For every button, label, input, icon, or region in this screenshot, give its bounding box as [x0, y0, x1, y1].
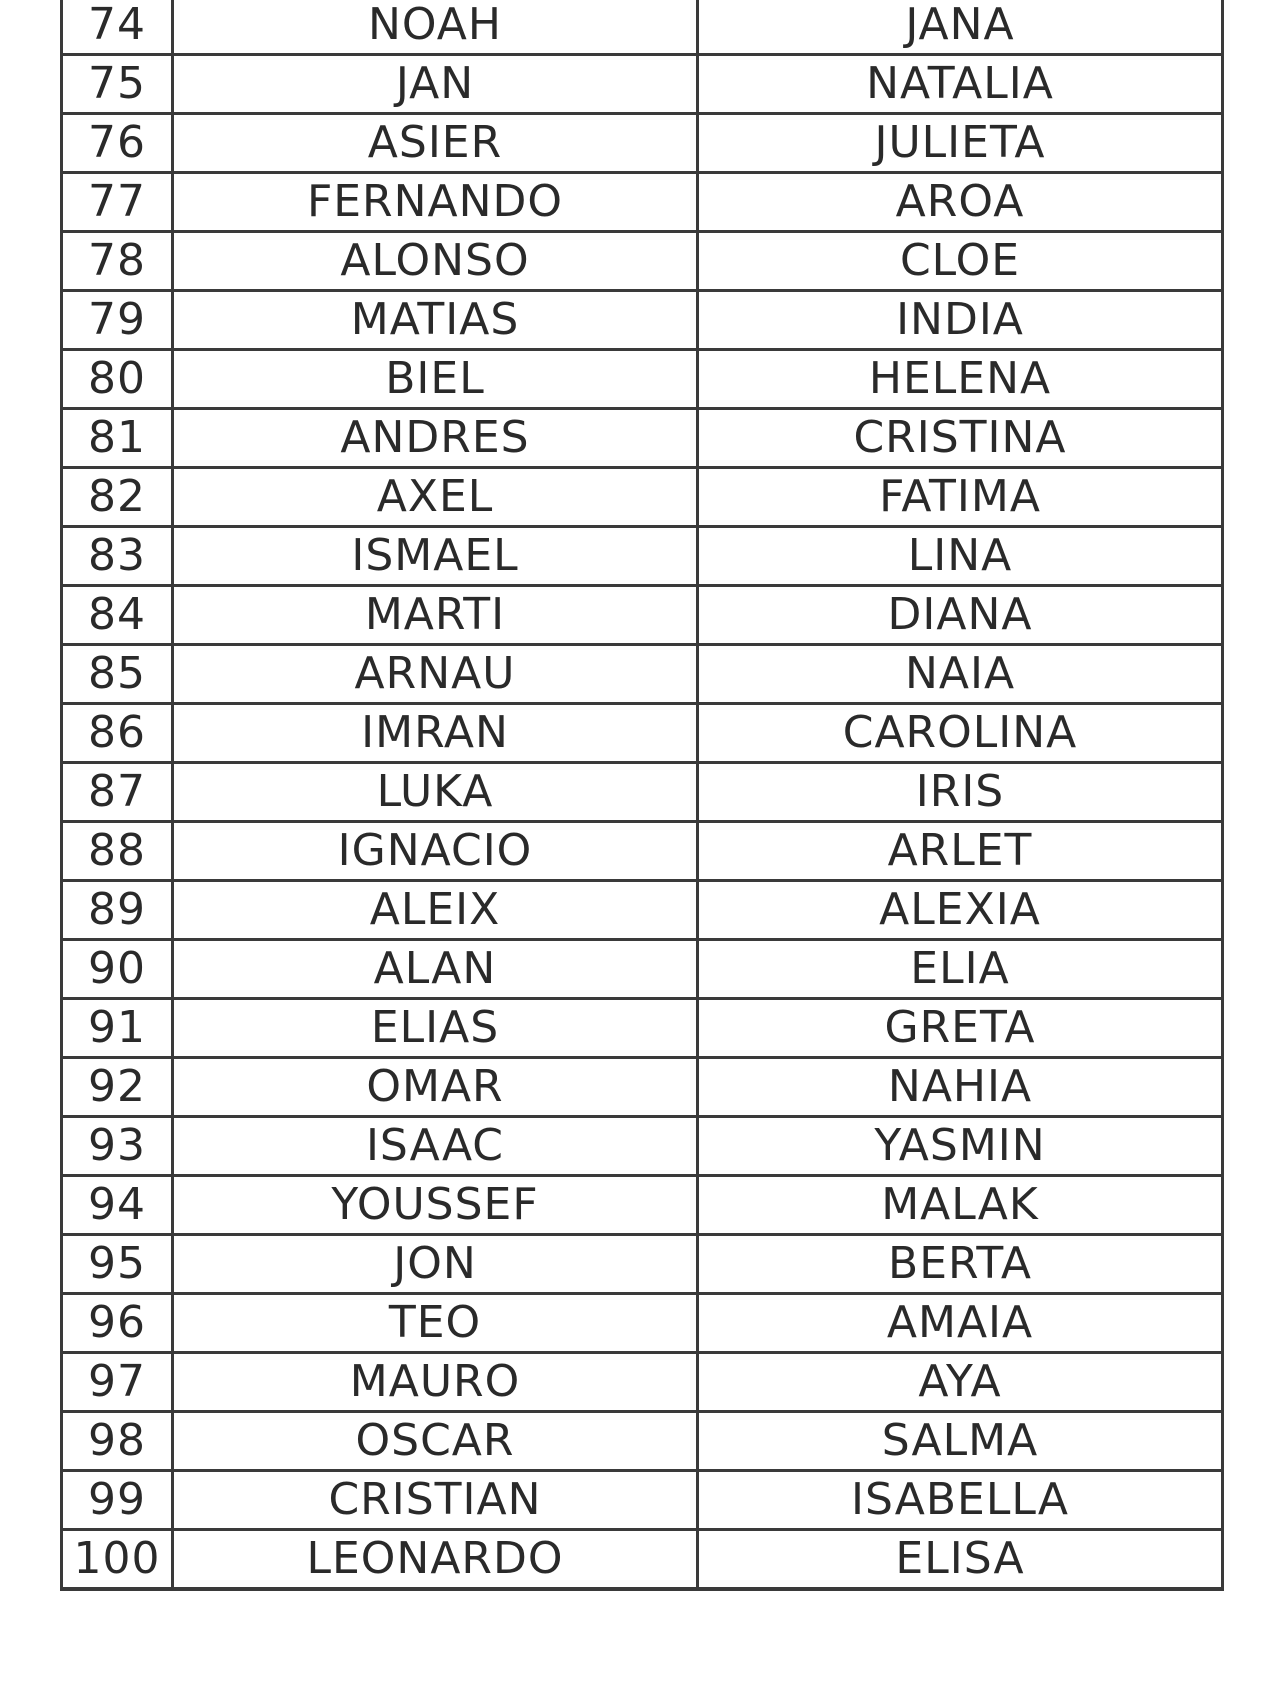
rank-cell: 90 — [62, 940, 173, 999]
girl-name-cell: SALMA — [698, 1412, 1223, 1471]
rank-cell: 78 — [62, 232, 173, 291]
rank-cell: 79 — [62, 291, 173, 350]
boy-name-cell: IGNACIO — [173, 822, 698, 881]
boy-name-cell: BIEL — [173, 350, 698, 409]
boy-name-cell: MAURO — [173, 1353, 698, 1412]
boy-name-cell: IMRAN — [173, 704, 698, 763]
girl-name-cell: IRIS — [698, 763, 1223, 822]
rank-cell: 99 — [62, 1471, 173, 1530]
table-row — [62, 1412, 1223, 1471]
rank-cell: 80 — [62, 350, 173, 409]
table-row — [62, 291, 1223, 350]
girl-name-cell: AROA — [698, 173, 1223, 232]
boy-name-cell: MARTI — [173, 586, 698, 645]
names-table — [60, 0, 1224, 1591]
girl-name-cell: ARLET — [698, 822, 1223, 881]
rank-cell: 83 — [62, 527, 173, 586]
boy-name-cell: LUKA — [173, 763, 698, 822]
names-table-body — [62, 0, 1223, 1589]
girl-name-cell: NAHIA — [698, 1058, 1223, 1117]
table-row — [62, 940, 1223, 999]
table-row — [62, 1530, 1223, 1590]
girl-name-cell: ALEXIA — [698, 881, 1223, 940]
rank-cell: 74 — [62, 0, 173, 55]
table-row — [62, 822, 1223, 881]
table-row — [62, 763, 1223, 822]
girl-name-cell: ISABELLA — [698, 1471, 1223, 1530]
boy-name-cell: TEO — [173, 1294, 698, 1353]
rank-cell: 87 — [62, 763, 173, 822]
boy-name-cell: JAN — [173, 55, 698, 114]
table-row — [62, 881, 1223, 940]
table-row — [62, 586, 1223, 645]
rank-cell: 82 — [62, 468, 173, 527]
rank-cell: 94 — [62, 1176, 173, 1235]
boy-name-cell: MATIAS — [173, 291, 698, 350]
table-row — [62, 1235, 1223, 1294]
rank-cell: 97 — [62, 1353, 173, 1412]
girl-name-cell: JANA — [698, 0, 1223, 55]
boy-name-cell: JON — [173, 1235, 698, 1294]
table-row — [62, 409, 1223, 468]
table-row — [62, 1353, 1223, 1412]
rank-cell: 92 — [62, 1058, 173, 1117]
table-row — [62, 114, 1223, 173]
boy-name-cell: FERNANDO — [173, 173, 698, 232]
boy-name-cell: ALONSO — [173, 232, 698, 291]
boy-name-cell: ISMAEL — [173, 527, 698, 586]
rank-cell: 86 — [62, 704, 173, 763]
boy-name-cell: ARNAU — [173, 645, 698, 704]
boy-name-cell: LEONARDO — [173, 1530, 698, 1590]
table-row — [62, 55, 1223, 114]
boy-name-cell: OMAR — [173, 1058, 698, 1117]
boy-name-cell: ALEIX — [173, 881, 698, 940]
boy-name-cell: ISAAC — [173, 1117, 698, 1176]
girl-name-cell: HELENA — [698, 350, 1223, 409]
boy-name-cell: AXEL — [173, 468, 698, 527]
rank-cell: 77 — [62, 173, 173, 232]
boy-name-cell: CRISTIAN — [173, 1471, 698, 1530]
rank-cell: 85 — [62, 645, 173, 704]
girl-name-cell: INDIA — [698, 291, 1223, 350]
rank-cell: 88 — [62, 822, 173, 881]
table-row — [62, 704, 1223, 763]
table-row — [62, 1117, 1223, 1176]
boy-name-cell: OSCAR — [173, 1412, 698, 1471]
table-row — [62, 173, 1223, 232]
rank-cell: 75 — [62, 55, 173, 114]
table-row — [62, 527, 1223, 586]
table-row — [62, 999, 1223, 1058]
boy-name-cell: ASIER — [173, 114, 698, 173]
girl-name-cell: GRETA — [698, 999, 1223, 1058]
table-row — [62, 350, 1223, 409]
girl-name-cell: FATIMA — [698, 468, 1223, 527]
girl-name-cell: JULIETA — [698, 114, 1223, 173]
table-row — [62, 1294, 1223, 1353]
girl-name-cell: CLOE — [698, 232, 1223, 291]
boy-name-cell: ALAN — [173, 940, 698, 999]
girl-name-cell: BERTA — [698, 1235, 1223, 1294]
girl-name-cell: NAIA — [698, 645, 1223, 704]
rank-cell: 84 — [62, 586, 173, 645]
rank-cell: 81 — [62, 409, 173, 468]
rank-cell: 100 — [62, 1530, 173, 1590]
table-row — [62, 468, 1223, 527]
rank-cell: 89 — [62, 881, 173, 940]
table-row — [62, 1058, 1223, 1117]
girl-name-cell: YASMIN — [698, 1117, 1223, 1176]
rank-cell: 98 — [62, 1412, 173, 1471]
boy-name-cell: ANDRES — [173, 409, 698, 468]
table-row — [62, 645, 1223, 704]
rank-cell: 76 — [62, 114, 173, 173]
table-row — [62, 232, 1223, 291]
boy-name-cell: ELIAS — [173, 999, 698, 1058]
girl-name-cell: MALAK — [698, 1176, 1223, 1235]
rank-cell: 93 — [62, 1117, 173, 1176]
girl-name-cell: NATALIA — [698, 55, 1223, 114]
boy-name-cell: NOAH — [173, 0, 698, 55]
girl-name-cell: CAROLINA — [698, 704, 1223, 763]
boy-name-cell: YOUSSEF — [173, 1176, 698, 1235]
table-row — [62, 1471, 1223, 1530]
girl-name-cell: ELISA — [698, 1530, 1223, 1590]
girl-name-cell: CRISTINA — [698, 409, 1223, 468]
table-row — [62, 1176, 1223, 1235]
rank-cell: 96 — [62, 1294, 173, 1353]
rank-cell: 95 — [62, 1235, 173, 1294]
girl-name-cell: DIANA — [698, 586, 1223, 645]
rank-cell: 91 — [62, 999, 173, 1058]
girl-name-cell: LINA — [698, 527, 1223, 586]
girl-name-cell: ELIA — [698, 940, 1223, 999]
girl-name-cell: AYA — [698, 1353, 1223, 1412]
girl-name-cell: AMAIA — [698, 1294, 1223, 1353]
table-row — [62, 0, 1223, 55]
